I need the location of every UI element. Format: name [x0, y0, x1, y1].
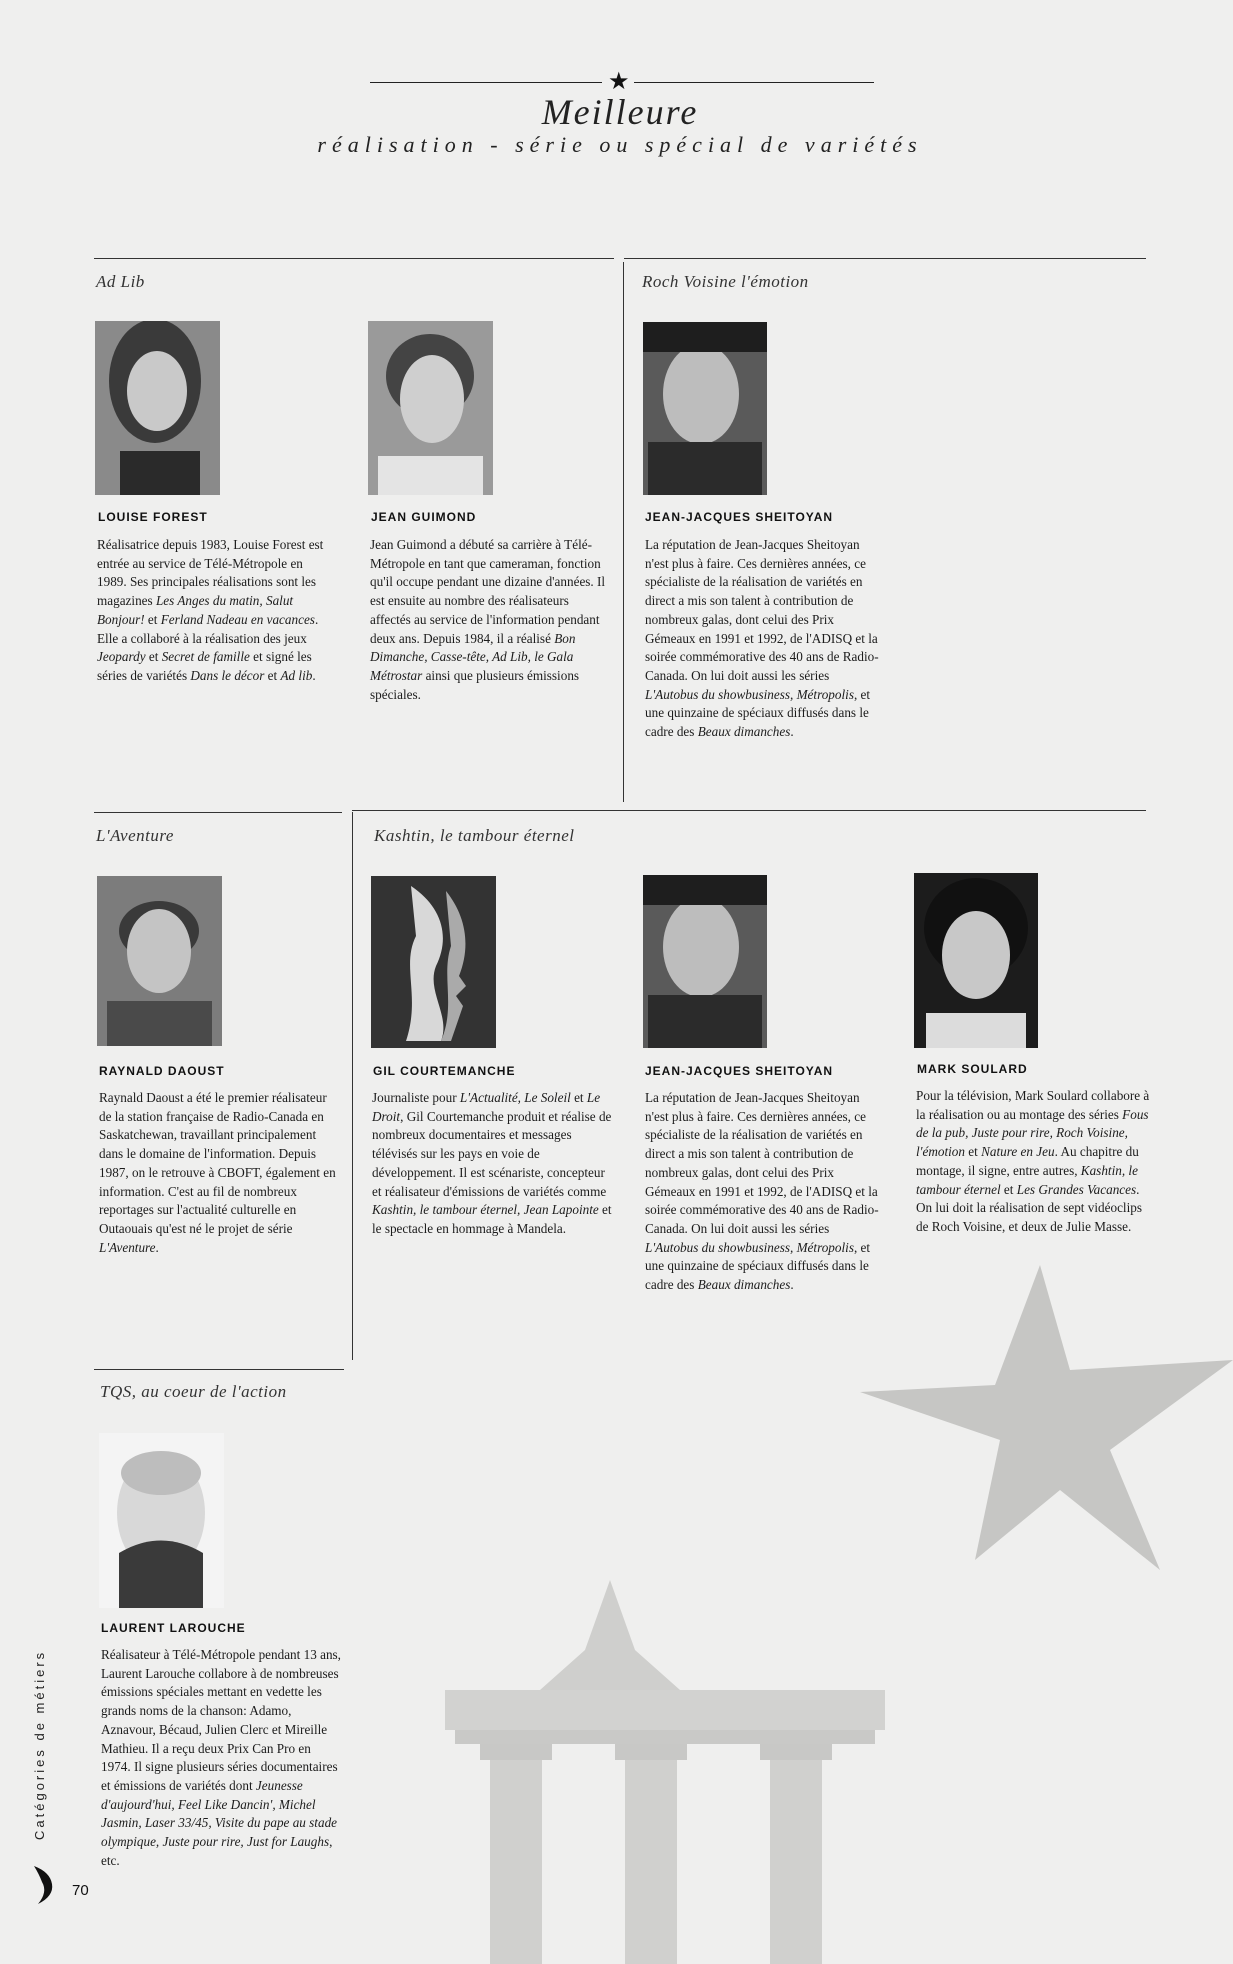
portrait-photo [99, 1433, 224, 1608]
section-heading-adlib: Ad Lib [96, 272, 145, 291]
portrait-photo [95, 321, 220, 495]
portrait-photo [643, 322, 767, 495]
decorative-star [860, 1265, 1233, 1570]
bio-title-italic: Les Grandes Vacances [1016, 1181, 1137, 1197]
person-name: MARK SOULARD [917, 1062, 1028, 1076]
temple-column [490, 1744, 542, 1964]
temple-roof [540, 1580, 680, 1690]
section-rule [94, 1369, 344, 1370]
person-name: JEAN-JACQUES SHEITOYAN [645, 1064, 834, 1078]
person-bio: Raynald Daoust a été le premier réalisateur de la station française de Radio-Canada en Saskatchewan, travaillant principalement dans le domaine de l'information. Depuis 1987, on le retrouve à CBOFT, également en information. C'est au fil de nombreux reportages sur l'actualité culturelle en Outaouais qu'est né le projet de série L'Aventure. [99, 1090, 336, 1255]
bio-title-italic: Secret de famille [161, 649, 250, 665]
temple-entablature [445, 1690, 885, 1730]
bio-title-italic: L'Autobus du showbusiness, Métropolis [645, 1239, 854, 1255]
portrait-photo [97, 876, 222, 1046]
bio-title-italic: L'Autobus du showbusiness, Métropolis [645, 686, 854, 702]
person-name: RAYNALD DAOUST [99, 1064, 225, 1078]
bio-title-italic: L'Aventure [99, 1239, 156, 1255]
bio-title-italic: Fous de la pub, Juste pour rire, Roch Voisine, l'émotion [916, 1106, 1149, 1160]
section-rule [352, 810, 1146, 811]
bio-title-italic: Kashtin, le tambour éternel [916, 1162, 1138, 1197]
bio-title-italic: L'Actualité, Le Soleil [459, 1090, 571, 1105]
sculpture-photo [371, 876, 496, 1048]
person-name: LOUISE FOREST [98, 510, 208, 524]
section-heading-kashtin: Kashtin, le tambour éternel [374, 826, 575, 845]
bio-title-italic: Beaux dimanches [697, 724, 791, 740]
bio-title-italic: Jeunesse d'aujourd'hui, Feel Like Dancin', Michel Jasmin, Laser 33/45, Visite du pape au stade olympique, Juste pour rire, Just for Laughs [101, 1777, 338, 1850]
section-rule [624, 258, 1146, 259]
section-heading-tqs: TQS, au coeur de l'action [100, 1382, 287, 1401]
bio-title-italic: Kashtin, le tambour éternel, Jean Lapointe [372, 1202, 599, 1218]
bio-title-italic: Le Droit [372, 1090, 601, 1124]
page-number: 70 [72, 1882, 89, 1899]
portrait-photo [368, 321, 493, 495]
bio-title-italic: Jeopardy [97, 649, 146, 665]
person-bio: Pour la télévision, Mark Soulard collabore à la réalisation ou au montage des séries Fous de la pub, Juste pour rire, Roch Voisine, l'émotion et Nature en Jeu. Au chapitre du montage, il signe, entre autres, Kashtin, le tambour éternel et Les Grandes Vacances. On lui doit la réalisation de sept vidéoclips de Roch Voisine, et deux de Julie Masse. [916, 1088, 1150, 1234]
section-heading-roch: Roch Voisine l'émotion [642, 272, 809, 291]
bio-title-italic: Bon Dimanche, Casse-tête, Ad Lib, le Gala Métrostar [370, 630, 576, 683]
person-name: LAURENT LAROUCHE [101, 1621, 246, 1635]
person-name: JEAN-JACQUES SHEITOYAN [645, 510, 834, 524]
page-subtitle: réalisation - série ou spécial de variétés [317, 132, 923, 157]
section-rule [94, 258, 614, 259]
temple-column [625, 1744, 677, 1964]
header-rule-left [370, 82, 602, 83]
column-divider [352, 812, 353, 1360]
bio-title-italic: Dans le décor [190, 667, 265, 683]
person-bio: Journaliste pour L'Actualité, Le Soleil et Le Droit, Gil Courtemanche produit et réalise de nombreux documentaires et messages télévisés sur les pays en voie de développement. Il est scénariste, concepteur et réalisateur d'émissions de variétés comme Kashtin, le tambour éternel, Jean Lapointe et le spectacle en hommage à Mandela. [372, 1090, 612, 1236]
section-heading-aventure: L'Aventure [96, 826, 174, 845]
bio-title-italic: Nature en Jeu [981, 1144, 1055, 1160]
bio-title-italic: Les Anges du matin, Salut Bonjour! [97, 593, 294, 627]
bio-title-italic: Ad lib [280, 667, 313, 683]
page-title: Meilleure [541, 92, 699, 132]
temple-column [770, 1744, 822, 1964]
arrow-hook-icon [30, 1862, 64, 1906]
portrait-photo [914, 873, 1038, 1048]
person-bio: La réputation de Jean-Jacques Sheitoyan n'est plus à faire. Ces dernières années, ce spécialiste de la réalisation de variétés en direct a mis son talent à contribution de nombreux galas, dont celui des Prix Gémeaux en 1991 et 1992, de l'ADISQ et la soirée commémorative des 40 ans de Radio-Canada. On lui doit aussi les séries L'Autobus du showbusiness, Métropolis, et une quinzaine de spéciaux diffusés dans le cadre des Beaux dimanches. [645, 1090, 879, 1293]
column-divider [623, 262, 624, 802]
section-rule [94, 812, 342, 813]
person-bio: La réputation de Jean-Jacques Sheitoyan n'est plus à faire. Ces dernières années, ce spécialiste de la réalisation de variétés en direct a mis son talent à contribution de nombreux galas, dont celui des Prix Gémeaux en 1991 et 1992, de l'ADISQ et la soirée commémorative des 40 ans de Radio-Canada. On lui doit aussi les séries L'Autobus du showbusiness, Métropolis, et une quinzaine de spéciaux diffusés dans le cadre des Beaux dimanches. [645, 537, 879, 740]
person-bio: Réalisatrice depuis 1983, Louise Forest est entrée au service de Télé-Métropole en 1989. Ses principales réalisations sont les magazines Les Anges du matin, Salut Bonjour! et Ferland Nadeau en vacances. Elle a collaboré à la réalisation des jeux Jeopardy et Secret de famille et signé les séries de variétés Dans le décor et Ad lib. [97, 537, 324, 683]
person-bio: Réalisateur à Télé-Métropole pendant 13 ans, Laurent Larouche collabore à de nombreuses émissions spéciales mettant en vedette les grands noms de la chanson: Adamo, Aznavour, Bécaud, Julien Clerc et Mireille Mathieu. Il a reçu deux Prix Can Pro en 1974. Il signe plusieurs séries documentaires et émissions de variétés dont Jeunesse d'aujourd'hui, Feel Like Dancin', Michel Jasmin, Laser 33/45, Visite du pape au stade olympique, Juste pour rire, Just for Laughs, etc. [101, 1647, 341, 1868]
vertical-category-label: Catégories de métiers [32, 1649, 47, 1840]
star-icon: ★ [608, 67, 630, 95]
bio-title-italic: Beaux dimanches [697, 1277, 791, 1293]
bio-title-italic: Ferland Nadeau en vacances [160, 611, 315, 627]
person-bio: Jean Guimond a débuté sa carrière à Télé-Métropole en tant que cameraman, fonction qu'il occupe pendant une dizaine d'années. Il est ensuite au nombre des réalisateurs affectés au service de l'information pendant deux ans. Depuis 1984, il a réalisé Bon Dimanche, Casse-tête, Ad Lib, le Gala Métrostar ainsi que plusieurs émissions spéciales. [370, 537, 606, 702]
portrait-photo [643, 875, 767, 1048]
person-name: GIL COURTEMANCHE [373, 1064, 516, 1078]
header-rule-right [634, 82, 874, 83]
person-name: JEAN GUIMOND [371, 510, 477, 524]
